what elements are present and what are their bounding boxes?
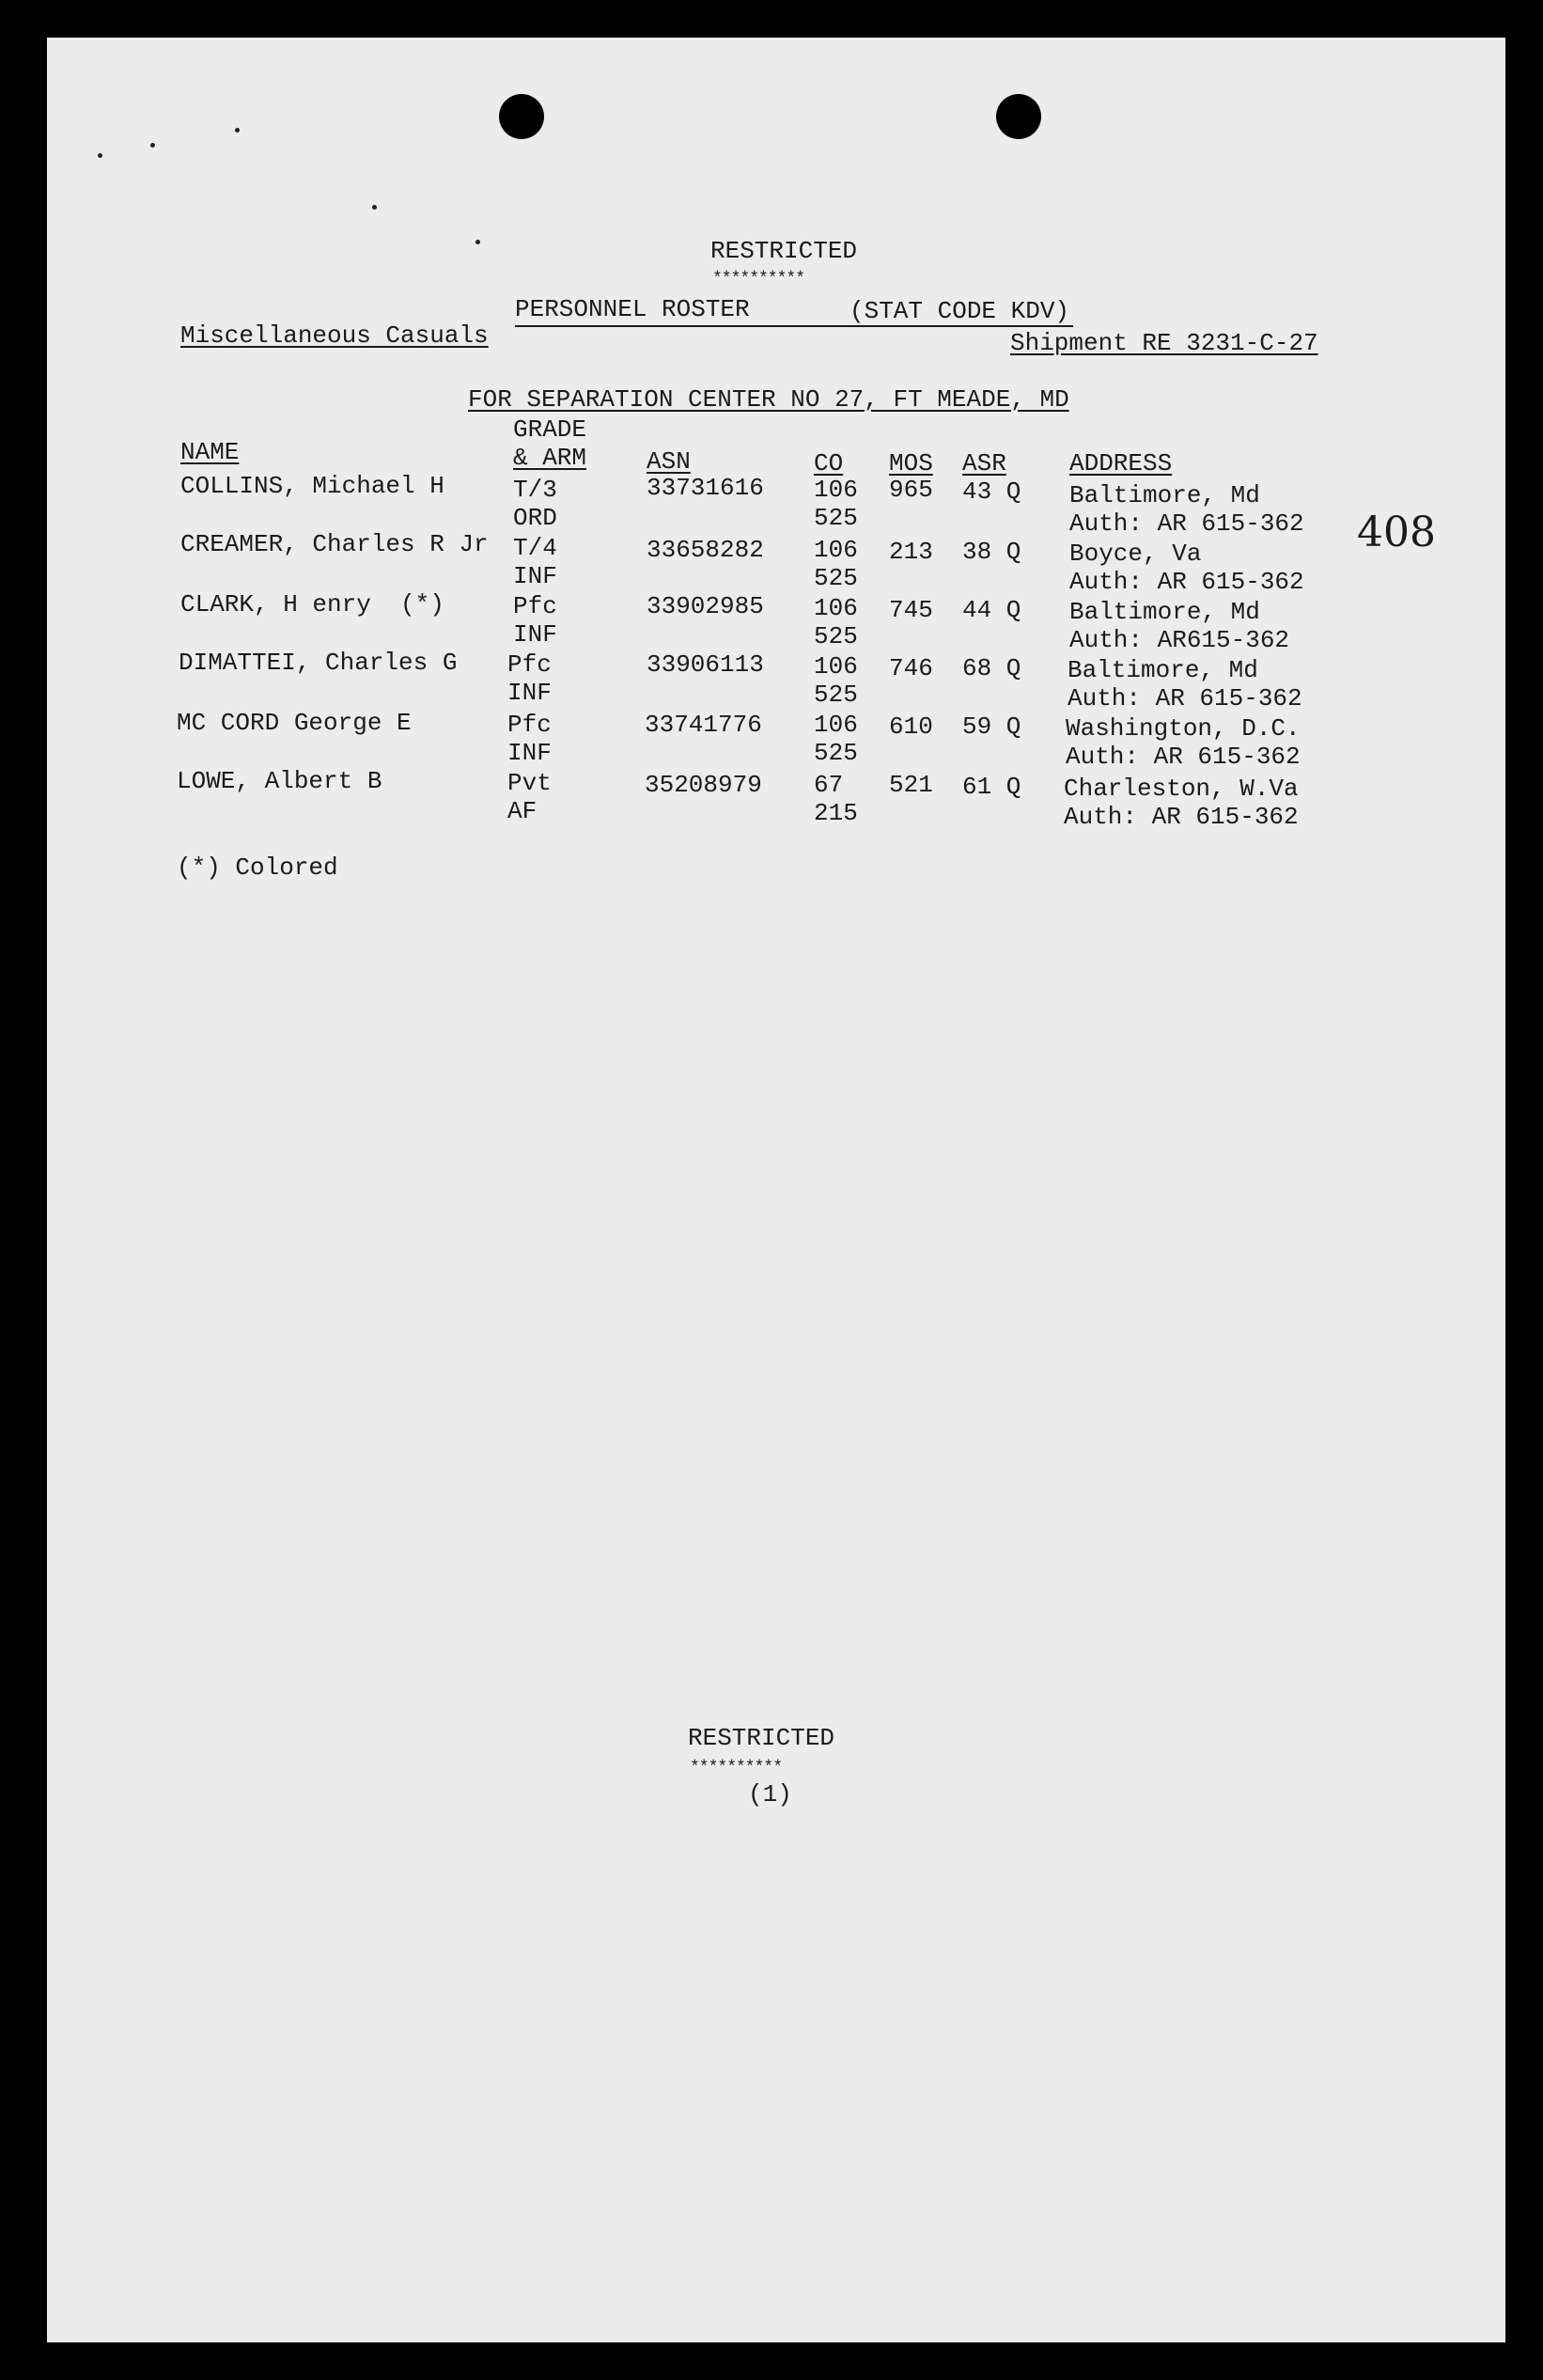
table-row-mos: 610: [889, 712, 933, 741]
col-address: ADDRESS: [1069, 449, 1173, 478]
footer-stars: **********: [690, 1759, 783, 1777]
table-row-co: 106: [814, 536, 858, 564]
table-row-asn: 33658282: [647, 536, 764, 564]
punch-hole-right: [996, 94, 1041, 139]
table-row-grade: T/3: [513, 476, 557, 504]
table-row-auth: Auth: AR 615-362: [1064, 803, 1299, 831]
table-row-mos: 213: [889, 538, 933, 566]
header-classification: RESTRICTED: [710, 237, 858, 265]
table-row-name: MC CORD George E: [177, 709, 412, 737]
table-row-name: CREAMER, Charles R Jr: [180, 530, 489, 558]
stat-code: (STAT CODE KDV): [849, 297, 1070, 325]
table-row-asr: 38 Q: [962, 538, 1021, 566]
table-row-arm: INF: [507, 739, 552, 767]
col-asr: ASR: [962, 449, 1006, 478]
table-row-grade: Pvt: [507, 769, 552, 797]
table-row-co: 106: [814, 652, 858, 681]
table-row-co-sub: 525: [814, 681, 858, 709]
table-row-name: CLARK, H enry (*): [180, 590, 444, 618]
table-row-mos: 746: [889, 654, 933, 682]
table-row-mos: 965: [889, 476, 933, 504]
table-row-address: Baltimore, Md: [1068, 656, 1258, 684]
table-row-asn: 33902985: [647, 592, 764, 620]
table-row-arm: INF: [507, 679, 552, 707]
table-row-mos: 521: [889, 771, 933, 799]
speck-mark: [372, 205, 377, 210]
header-stars: **********: [712, 270, 805, 289]
col-name: NAME: [180, 438, 240, 466]
table-row-asn: 35208979: [645, 771, 762, 799]
roster-title: PERSONNEL ROSTER: [515, 295, 750, 323]
page-number: (1): [748, 1780, 792, 1808]
speck-mark: [475, 240, 480, 244]
table-row-asr: 43 Q: [962, 478, 1021, 506]
table-row-auth: Auth: AR 615-362: [1068, 684, 1302, 712]
table-row-grade: Pfc: [507, 650, 552, 679]
table-row-co-sub: 525: [814, 564, 858, 592]
destination: FOR SEPARATION CENTER NO 27, FT MEADE, MD: [468, 385, 1069, 414]
table-row-address: Boyce, Va: [1069, 540, 1202, 568]
table-row-auth: Auth: AR 615-362: [1069, 568, 1304, 596]
title-underline: [515, 325, 1073, 327]
document-page: [47, 38, 1505, 2342]
table-row-co: 67: [814, 771, 844, 799]
table-row-address: Charleston, W.Va: [1064, 775, 1299, 803]
table-row-asn: 33731616: [647, 474, 764, 502]
table-row-arm: ORD: [513, 504, 557, 532]
col-co: CO: [814, 449, 844, 478]
table-row-co-sub: 525: [814, 622, 858, 650]
speck-mark: [235, 128, 240, 133]
table-row-address: Washington, D.C.: [1066, 714, 1301, 743]
table-row-co-sub: 525: [814, 739, 858, 767]
footnote: (*) Colored: [177, 853, 338, 882]
col-mos: MOS: [889, 449, 933, 478]
table-row-auth: Auth: AR615-362: [1069, 626, 1290, 654]
unit-name: Miscellaneous Casuals: [180, 321, 489, 350]
table-row-grade: Pfc: [507, 711, 552, 739]
table-row-asn: 33906113: [647, 650, 764, 679]
footer-classification: RESTRICTED: [688, 1724, 835, 1752]
punch-hole-left: [499, 94, 544, 139]
speck-mark: [150, 143, 155, 148]
col-grade: GRADE: [513, 415, 587, 444]
table-row-co: 106: [814, 711, 858, 739]
table-row-name: DIMATTEI, Charles G: [179, 649, 458, 677]
table-row-co-sub: 525: [814, 504, 858, 532]
table-row-arm: INF: [513, 562, 557, 590]
col-asn: ASN: [647, 447, 691, 476]
col-arm: & ARM: [513, 444, 587, 472]
table-row-auth: Auth: AR 615-362: [1069, 509, 1304, 538]
table-row-grade: T/4: [513, 534, 557, 562]
shipment-number: Shipment RE 3231-C-27: [1010, 329, 1318, 357]
table-row-co: 106: [814, 594, 858, 622]
table-row-co-sub: 215: [814, 799, 858, 827]
table-row-arm: AF: [507, 797, 538, 825]
speck-mark: [98, 153, 102, 158]
table-row-mos: 745: [889, 596, 933, 624]
table-row-address: Baltimore, Md: [1069, 598, 1260, 626]
table-row-co: 106: [814, 476, 858, 504]
table-row-asr: 61 Q: [962, 773, 1021, 801]
table-row-grade: Pfc: [513, 592, 557, 620]
table-row-address: Baltimore, Md: [1069, 481, 1260, 509]
table-row-asn: 33741776: [645, 711, 762, 739]
table-row-asr: 68 Q: [962, 654, 1021, 682]
table-row-asr: 59 Q: [962, 712, 1021, 741]
page-stamp: 408: [1357, 509, 1436, 556]
table-row-asr: 44 Q: [962, 596, 1021, 624]
table-row-arm: INF: [513, 620, 557, 649]
table-row-name: LOWE, Albert B: [177, 767, 382, 795]
table-row-name: COLLINS, Michael H: [180, 472, 444, 500]
table-row-auth: Auth: AR 615-362: [1066, 743, 1301, 771]
